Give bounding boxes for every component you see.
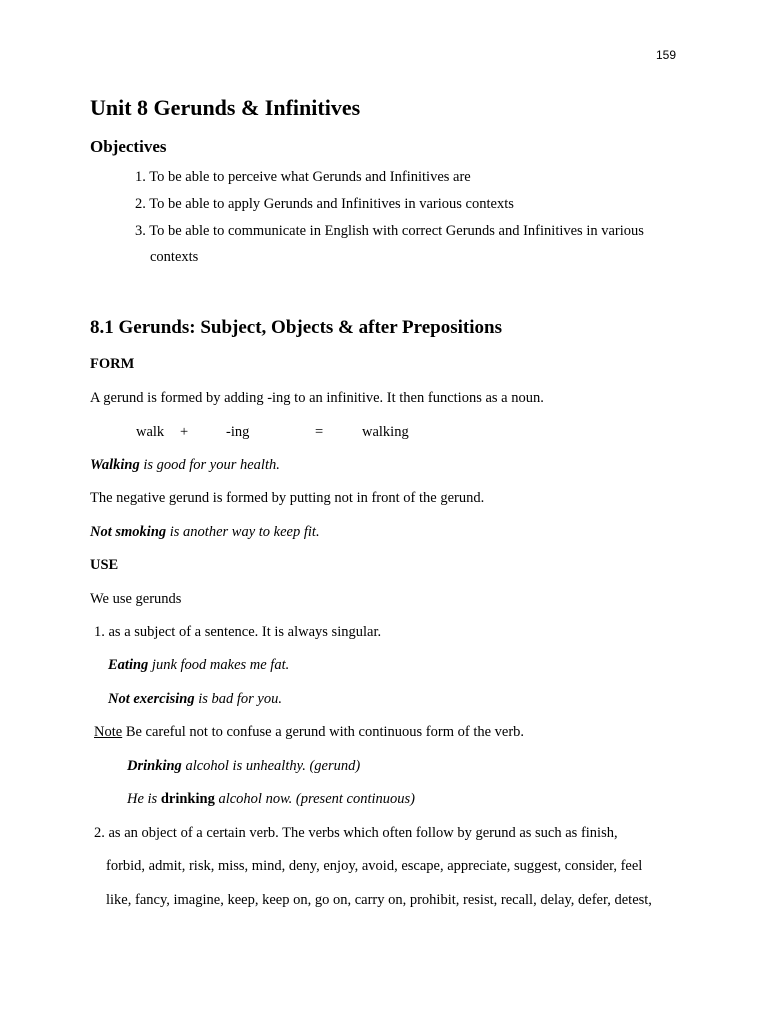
form-description: A gerund is formed by adding -ing to an infinitive. It then functions as a noun. bbox=[90, 390, 544, 406]
objective-item: 1. To be able to perceive what Gerunds and Infinitives are bbox=[135, 169, 471, 185]
formula-equals: = bbox=[315, 424, 324, 440]
example-sentence: He is drinking alcohol now. (present continuous) bbox=[127, 791, 415, 807]
example-sentence: Not exercising is bad for you. bbox=[108, 691, 282, 707]
use-item-2: 2. as an object of a certain verb. The verbs which often follow by gerund as such as finish, bbox=[94, 825, 618, 841]
form-label: FORM bbox=[90, 356, 135, 372]
objective-item: 3. To be able to communicate in English with correct Gerunds and Infinitives in various bbox=[135, 223, 644, 239]
example-sentence: Drinking alcohol is unhealthy. (gerund) bbox=[127, 758, 361, 774]
use-item-1: 1. as a subject of a sentence. It is always singular. bbox=[94, 624, 382, 640]
unit-title: Unit 8 Gerunds & Infinitives bbox=[90, 95, 361, 120]
example-sentence: Walking is good for your health. bbox=[90, 457, 280, 473]
formula-base: walk bbox=[136, 424, 165, 440]
example-sentence: Not smoking is another way to keep fit. bbox=[90, 524, 320, 540]
use-intro: We use gerunds bbox=[90, 591, 182, 607]
objectives-heading: Objectives bbox=[90, 137, 167, 156]
use-item-2-continued: like, fancy, imagine, keep, keep on, go on, carry on, prohibit, resist, recall, delay, defer, detest, bbox=[106, 892, 652, 908]
formula-plus: + bbox=[180, 424, 189, 440]
negative-gerund-text: The negative gerund is formed by putting not in front of the gerund. bbox=[90, 490, 485, 506]
example-sentence: Eating junk food makes me fat. bbox=[108, 657, 290, 673]
formula-suffix: -ing bbox=[226, 424, 250, 440]
section-heading: 8.1 Gerunds: Subject, Objects & after Prepositions bbox=[90, 317, 502, 338]
note-text: Note Be careful not to confuse a gerund with continuous form of the verb. bbox=[94, 724, 525, 740]
page-number: 159 bbox=[656, 48, 677, 62]
objective-item: 2. To be able to apply Gerunds and Infinitives in various contexts bbox=[135, 196, 514, 212]
use-label: USE bbox=[90, 557, 119, 573]
formula-result: walking bbox=[362, 424, 409, 440]
use-item-2-continued: forbid, admit, risk, miss, mind, deny, enjoy, avoid, escape, appreciate, suggest, consider, feel bbox=[106, 858, 643, 874]
note-label: Note bbox=[94, 724, 123, 740]
objective-item-continued: contexts bbox=[150, 249, 199, 265]
